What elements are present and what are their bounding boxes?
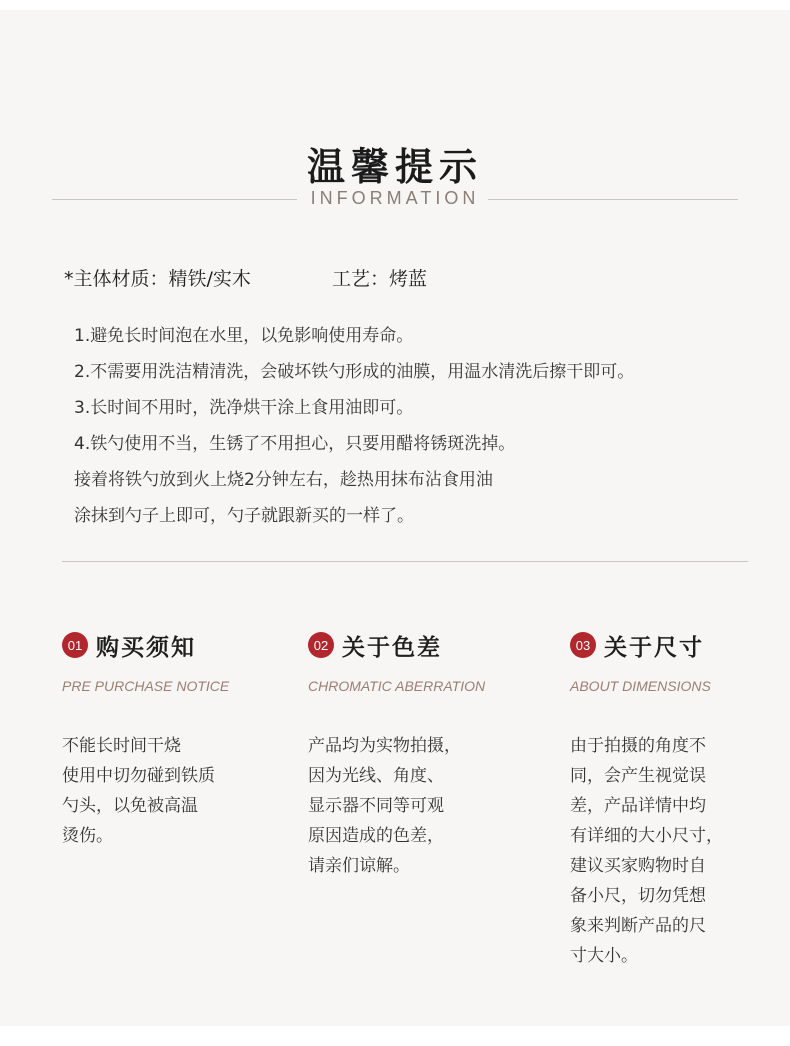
body-line: 差，产品详情中均: [570, 796, 706, 816]
note-item: 涂抹到勺子上即可，勺子就跟新买的一样了。: [74, 506, 414, 526]
section-subtitle: CHROMATIC ABERRATION: [308, 678, 486, 694]
page-title: 温馨提示: [306, 145, 483, 189]
note-item: 3.长时间不用时，洗净烘干涂上食用油即可。: [74, 398, 414, 418]
section-dimensions: [570, 630, 723, 971]
body-line: 使用中切勿碰到铁质: [62, 766, 215, 786]
body-line: 备小尺，切勿凭想: [570, 886, 706, 906]
body-line: 因为光线、角度、: [308, 766, 444, 786]
note-item: 1.避免长时间泡在水里，以免影响使用寿命。: [74, 326, 414, 346]
body-line: 不能长时间干烧: [62, 736, 181, 756]
note-item: 4.铁勺使用不当，生锈了不用担心，只要用醋将锈斑洗掉。: [74, 434, 516, 454]
number-badge: 03: [570, 632, 596, 658]
material-line: [64, 264, 428, 291]
section-title: 关于尺寸: [604, 634, 704, 661]
info-page: [0, 10, 790, 1026]
number-badge: 01: [62, 632, 88, 658]
body-line: 有详细的大小尺寸，: [570, 826, 723, 846]
body-line: 建议买家购物时自: [570, 856, 706, 876]
section-body: [308, 731, 485, 881]
section-subtitle: PRE PURCHASE NOTICE: [62, 678, 230, 694]
care-notes: [74, 318, 754, 534]
body-line: 勺头，以免被高温: [62, 796, 198, 816]
material-craft: 工艺：烤蓝: [332, 268, 428, 290]
note-item: 2.不需要用洗洁精清洗，会破坏铁勺形成的油膜，用温水清洗后擦干即可。: [74, 362, 635, 382]
section-divider: [62, 561, 748, 562]
page-subtitle: INFORMATION: [310, 188, 480, 208]
material-main: *主体材质：精铁/实木: [64, 268, 251, 290]
section-header: [308, 630, 485, 660]
body-line: 显示器不同等可观: [308, 796, 444, 816]
body-line: 产品均为实物拍摄，: [308, 736, 461, 756]
body-line: 烫伤。: [62, 826, 113, 846]
section-header: [62, 630, 229, 660]
section-body: [570, 731, 723, 971]
section-title: 购买须知: [96, 634, 196, 661]
body-line: 同，会产生视觉误: [570, 766, 706, 786]
body-line: 寸大小。: [570, 946, 638, 966]
section-subtitle: ABOUT DIMENSIONS: [570, 678, 711, 694]
right-rule: [488, 199, 738, 200]
body-line: 象来判断产品的尺: [570, 916, 706, 936]
section-purchase-notice: [62, 630, 229, 851]
section-header: [570, 630, 723, 660]
section-chromatic-aberration: [308, 630, 485, 881]
note-item: 接着将铁勺放到火上烧2分钟左右，趁热用抹布沾食用油: [74, 470, 493, 490]
section-title: 关于色差: [342, 634, 442, 661]
number-badge: 02: [308, 632, 334, 658]
section-body: [62, 731, 229, 851]
body-line: 由于拍摄的角度不: [570, 736, 706, 756]
body-line: 原因造成的色差，: [308, 826, 444, 846]
subtitle-row: [52, 188, 738, 212]
body-line: 请亲们谅解。: [308, 856, 410, 876]
